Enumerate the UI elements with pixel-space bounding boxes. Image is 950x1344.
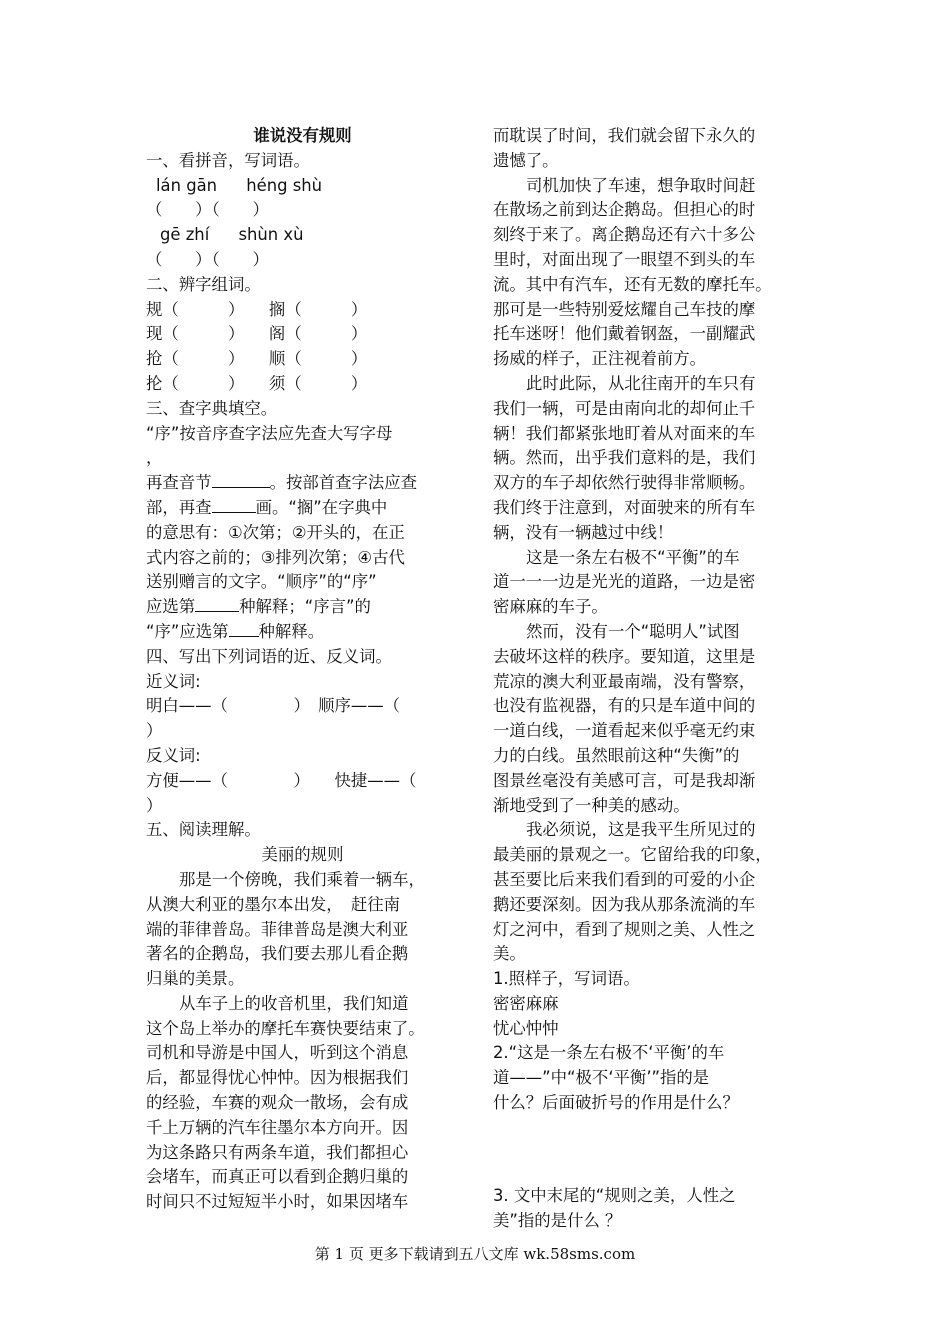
pinyin-row-2 xyxy=(146,223,459,248)
question-3: 3. 文中末尾的“规则之美，人性之 美”指的是什么 ？ xyxy=(493,1186,736,1231)
reading-paragraph-continued: 而耽误了时间，我们就会留下永久的 遗憾了。 xyxy=(493,126,756,170)
section-2-heading: 二、辨字组词。 xyxy=(146,274,261,294)
answer-space[interactable] xyxy=(493,1165,809,1184)
reading-paragraph-3: 司机加快了车速，想争取时间赶 在散场之前到达企鹅岛。但担心的时 刻终于来了。离企鹅岛还有六十多公 里时，对面出现了一眼望不到头的车 流。其中有汽车，还有无数的摩托车。 那可是一些特别爱炫耀自己车技的摩 托车迷呀！他们戴着钢盔，一副耀武 扬威的样子，正注视着前方。 xyxy=(493,175,772,369)
dictionary-text-blank-line: 部，再查 画。“搁”在字典中 xyxy=(146,497,388,517)
pinyin-row-1 xyxy=(146,174,459,199)
page-footer: 第 1 页 更多下载请到五八文库 wk.58sms.com xyxy=(314,1245,636,1263)
fill-blank[interactable] xyxy=(212,473,270,488)
answer-brackets-row-1: （ ）（ ） xyxy=(146,200,269,220)
antonym-row-cont: ） xyxy=(146,795,163,815)
antonym-label: 反义词: xyxy=(146,745,201,765)
section-3-heading: 三、查字典填空。 xyxy=(146,398,278,418)
reading-title: 美丽的规则 xyxy=(261,845,344,865)
answer-space[interactable] xyxy=(493,1116,809,1141)
fill-blank[interactable] xyxy=(195,597,239,612)
answer-brackets-row-2: （ ）（ ） xyxy=(146,249,269,269)
reading-paragraph-1: 那是一个傍晚，我们乘着一辆车， 从澳大利亚的墨尔本出发， 赶往南 端的菲律普岛。菲律普岛是澳大利亚 著名的企鹅岛，我们要去那儿看企鹅 归巢的美景。 xyxy=(146,869,425,989)
dictionary-text-blank-line: 再查音节 。按部首查字法应查 xyxy=(146,473,418,493)
char-pair-row: 抡（ ） 须（ ） xyxy=(146,373,368,393)
dictionary-text: 式内容之前的；③排列次第；④古代 xyxy=(146,547,405,567)
section-4-heading: 四、写出下列词语的近、反义词。 xyxy=(146,646,392,666)
answer-space[interactable] xyxy=(493,1141,809,1166)
section-1-heading: 一、看拼音，写词语。 xyxy=(146,150,310,170)
dictionary-text: “序”按音序查字法应先查大写字母 xyxy=(146,423,393,443)
char-pair-row: 抢（ ） 顺（ ） xyxy=(146,349,368,369)
pinyin-word: héng shù xyxy=(246,175,323,195)
synonym-row-cont: ） xyxy=(146,721,163,741)
dictionary-text-blank-line: 应选第 种解释；“序言”的 xyxy=(146,597,371,617)
reading-paragraph-2: 从车子上的收音机里，我们知道 这个岛上举办的摩托车赛快要结束了。 司机和导游是中国人，听到这个消息 后，都显得忧心忡忡。因为根据我们 的经验，车赛的观众一散场，会有成 千上万辆的汽车往墨尔本方向开。因 为这条路只有两条车道，我们都担心 会堵车，而真正可以看到企鹅归巢的 时间只不过短短半小时，如果因堵车 xyxy=(146,993,425,1212)
left-column xyxy=(146,124,459,1215)
pinyin-word: gē zhí xyxy=(160,225,210,245)
char-pair-row: 现（ ） 阁（ ） xyxy=(146,324,368,344)
question-1-example: 密密麻麻 xyxy=(493,993,559,1013)
antonym-row: 方便——（ ） 快捷——（ xyxy=(146,770,417,790)
dictionary-text: 的意思有：①次第；②开头的，在正 xyxy=(146,522,405,542)
pinyin-word: lán gān xyxy=(156,175,218,195)
fill-blank[interactable] xyxy=(212,498,256,513)
section-5-heading: 五、阅读理解。 xyxy=(146,820,261,840)
reading-paragraph-5: 这是一条左右极不“平衡”的车 道一一一边是光光的道路，一边是密 密麻麻的车子。 xyxy=(493,547,756,617)
char-pair-row: 规（ ） 搁（ ） xyxy=(146,299,368,319)
reading-paragraph-7: 我必须说，这是我平生所见过的 最美丽的景观之一。它留给我的印象， 甚至要比后来我们看到的可爱的小企 鹅还要深刻。因为我从那条流淌的车 灯之河中，看到了规则之美、人性之 美。 xyxy=(493,820,772,964)
question-1-example: 忧心忡忡 xyxy=(493,1018,559,1038)
synonym-label: 近义词: xyxy=(146,671,201,691)
synonym-row: 明白——（ ） 顺序——（ xyxy=(146,696,401,716)
page-title: 谁说没有规则 xyxy=(253,126,352,145)
reading-paragraph-6: 然而，没有一个“聪明人”试图 去破坏这样的秩序。要知道，这里是 荒凉的澳大利亚最南端，没有警察， 也没有监视器，有的只是车道中间的 一道白线，一道看起来似乎毫无约束 力的白线。虽然眼前这种“失衡”的 图景丝毫没有美感可言，可是我却渐 渐地受到了一种美的感动。 xyxy=(493,621,756,815)
pinyin-word: shùn xù xyxy=(238,225,304,245)
question-2: 2.“这是一条左右极不‘平衡’的车 道——”中“极不‘平衡’”指的是 什么？后面破折号的作用是什么？ xyxy=(493,1043,739,1113)
dictionary-text: ， xyxy=(146,448,163,468)
dictionary-text: 送别赠言的文字。“顺序”的“序” xyxy=(146,572,377,592)
fill-blank[interactable] xyxy=(229,622,259,637)
dictionary-text-blank-line: “序”应选第 种解释。 xyxy=(146,621,325,641)
reading-paragraph-4: 此时此际，从北往南开的车只有 我们一辆，可是由南向北的却何止千 辆！我们都紧张地盯着从对面来的车 辆。然而，出乎我们意料的是，我们 双方的车子却依然行驶得非常顺畅。 我们终于注意到，对面驶来的所有车 辆，没有一辆越过中线！ xyxy=(493,373,756,542)
right-column xyxy=(493,124,809,1234)
question-1: 1.照样子，写词语。 xyxy=(493,969,640,989)
